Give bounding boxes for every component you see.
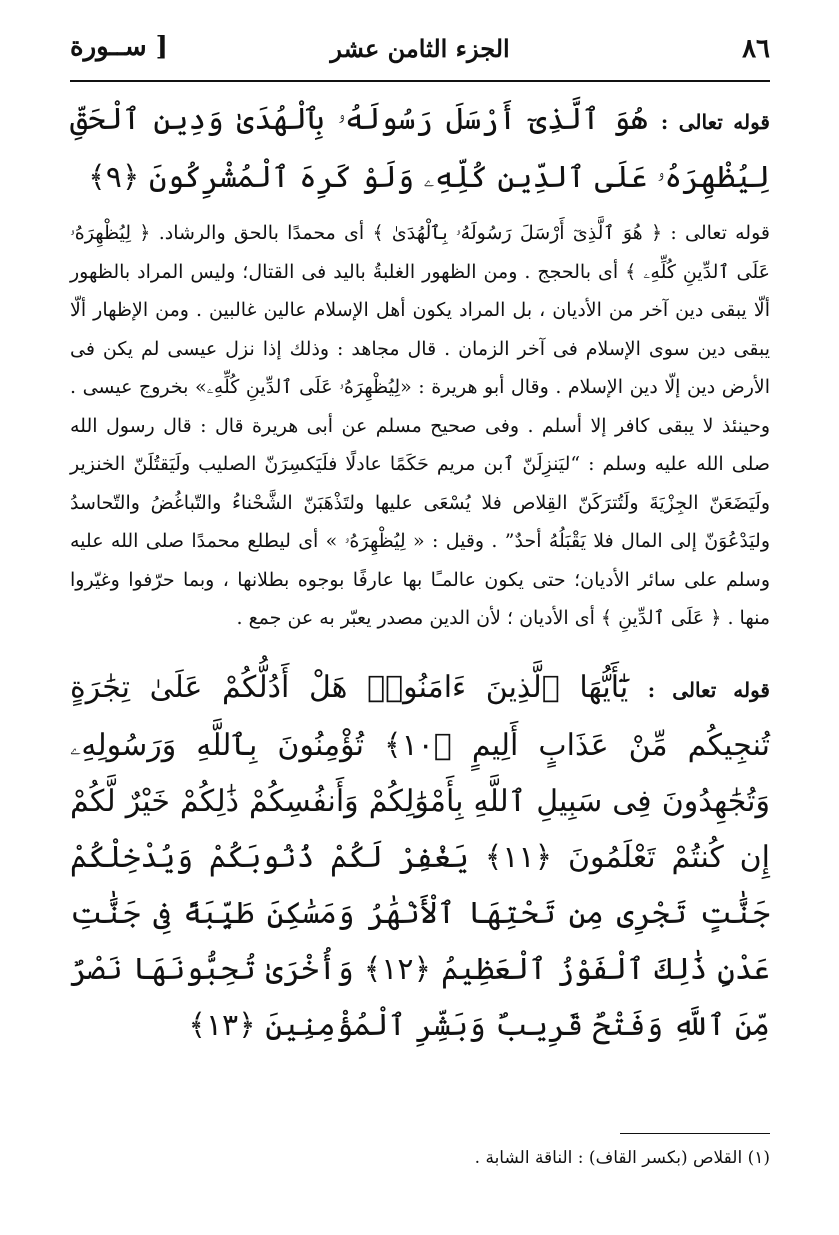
verse-text: يَٰٓأَيُّهَا ٱلَّذِينَ ءَامَنُوا۟ هَلْ أَدُلُّكُمْ عَلَىٰ تِجَٰرَةٍ تُنجِيكُم مِّنْ عَذَابٍ أَلِيمٍ ﴿١٠﴾ تُؤْمِنُونَ بِٱللَّهِ وَرَسُولِهِۦ وَتُجَٰهِدُونَ فِى سَبِيلِ ٱللَّهِ بِأَمْوَٰلِكُمْ وَأَنفُسِكُمْ ذَٰلِكُمْ خَيْرٌ لَّكُمْ إِن كُنتُمْ تَعْلَمُونَ ﴿١١﴾ يَغْفِرْ لَكُمْ ذُنُوبَكُمْ وَيُدْخِلْكُمْ جَنَّٰتٍ تَجْرِى مِن تَحْتِهَا ٱلْأَنْهَٰرُ وَمَسَٰكِنَ طَيِّبَةً فِى جَنَّٰتِ عَدْنٍ ذَٰلِكَ ٱلْفَوْزُ ٱلْعَظِيمُ ﴿١٢﴾ وَأُخْرَىٰ تُحِبُّونَهَا نَصْرٌ مِّنَ ٱللَّهِ وَفَتْحٌ قَرِيبٌ وَبَشِّرِ ٱلْمُؤْمِنِينَ ﴿١٣﴾ bbox=[70, 669, 770, 1043]
running-head: الجزء الثامن عشر bbox=[330, 34, 510, 63]
quran-verse-block-1 bbox=[70, 92, 770, 206]
verse-lead: قوله تعالى : bbox=[647, 677, 770, 702]
verse-text: هُوَ ٱلَّذِىٓ أَرْسَلَ رَسُولَهُۥ بِٱلْهُدَىٰ وَدِينِ ٱلْحَقِّ لِيُظْهِرَهُۥ عَلَى ٱلدِّينِ كُلِّهِۦ وَلَوْ كَرِهَ ٱلْمُشْرِكُونَ ﴿٩﴾ bbox=[70, 102, 770, 195]
book-page bbox=[70, 28, 770, 1208]
footnote: (١) القلاص (بكسر القاف) : الناقة الشابة . bbox=[474, 1148, 770, 1168]
page-number: ٨٦ bbox=[742, 34, 770, 64]
page-header bbox=[70, 28, 770, 82]
footnote-divider bbox=[620, 1133, 770, 1134]
commentary-paragraph: قوله تعالى : ﴿ هُوَ ٱلَّذِىٓ أَرْسَلَ رَسُولَهُۥ بِٱلْهُدَىٰ ﴾ أى محمدًا بالحق والرشاد. ﴿ لِيُظْهِرَهُۥ عَلَى ٱلدِّينِ كُلِّهِۦ ﴾ أى بالحجج . ومن الظهور الغلبةُ باليد فى القتال؛ وليس المراد بالظهور ألّا يبقى دين آخر من الأديان ، بل المراد يكون أهل الإسلام عالين غالبين . ومن الإظهار ألّا يبقى دين سوى الإسلام فى آخر الزمان . قال مجاهد : وذلك إذا نزل عيسى لم يكن فى الأرض دين إلّا دين الإسلام . وقال أبو هريرة : «لِيُظْهِرَهُۥ عَلَى ٱلدِّينِ كُلِّهِۦ» بخروج عيسى . وحينئذ لا يبقى كافر إلا أسلم . وفى صحيح مسلم عن أبى هريرة قال : قال رسول الله صلى الله عليه وسلم : “ليَنزِلَنّ ٱبن مريم حَكَمًا عادلًا فلَيَكسِرَنّ الصليب ولَيَقتُلَنّ الخنزير ولَيَضَعَنّ الجِزْيَةَ ولَتُترَكَنّ القِلاص فلا يُسْعَى عليها ولتَذْهَبَنّ الشَّحْناءُ والتّباغُضُ والتّحاسدُ وليَدْعُوَنّ إلى المال فلا يَقْبَلُهُ أحدٌ” . وقيل : « لِيُظْهِرَهُۥ » أى ليطلع محمدًا صلى الله عليه وسلم على سائر الأديان؛ حتى يكون عالمـًا بها عارفًا بوجوه بطلانها ، وبما حرّفوا وغيّروا منها . ﴿ عَلَى ٱلدِّينِ ﴾ أى الأديان ؛ لأن الدين مصدر يعبّر به عن جمع . bbox=[70, 222, 770, 629]
quran-verse-block-2 bbox=[70, 660, 770, 1054]
surah-label: [ ســورة bbox=[70, 32, 168, 62]
tafsir-commentary bbox=[70, 214, 770, 638]
verse-lead: قوله تعالى : bbox=[660, 110, 770, 134]
